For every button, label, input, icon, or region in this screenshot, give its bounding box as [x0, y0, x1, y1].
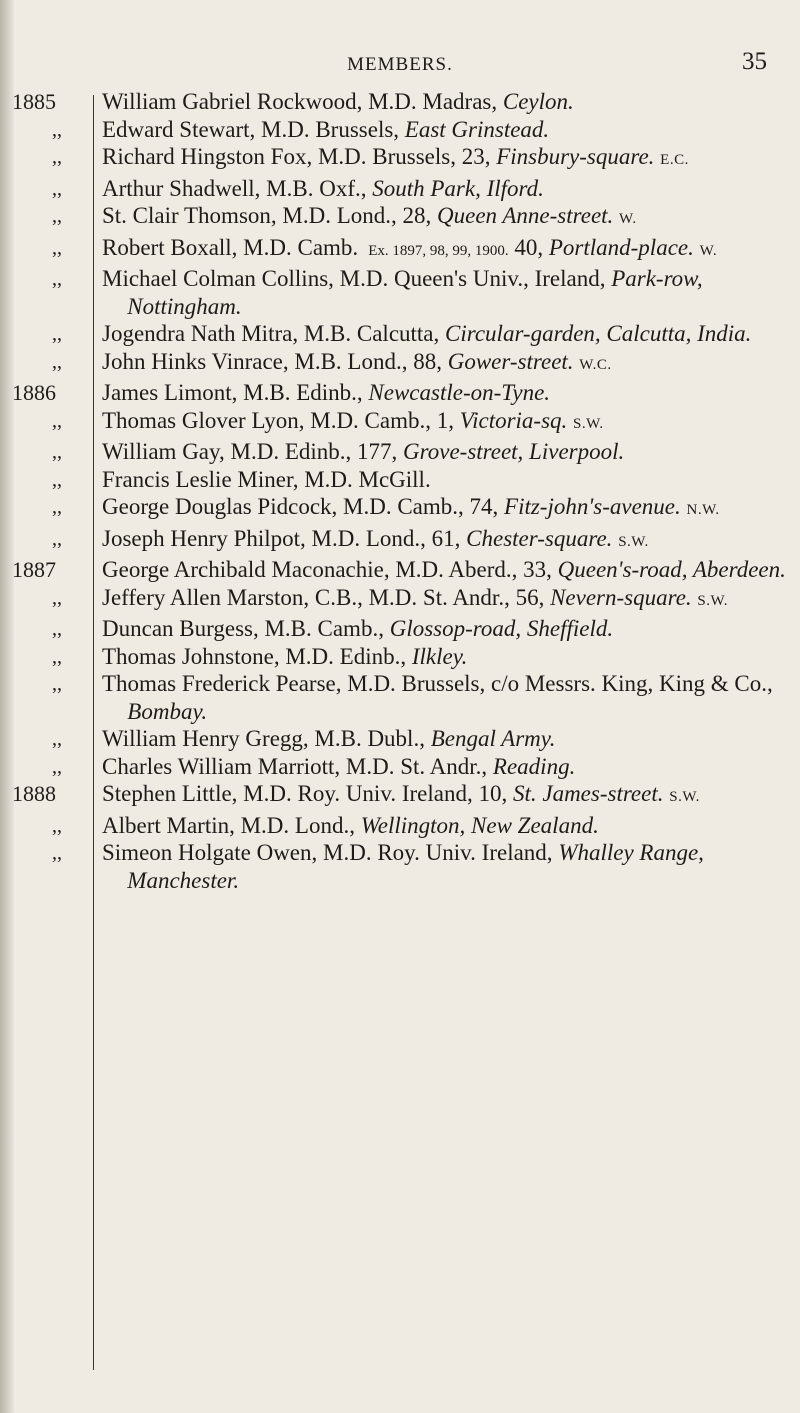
member-details [102, 753, 789, 781]
member-address: Portland-place. [548, 234, 694, 260]
member-details [102, 379, 789, 407]
member-details [102, 407, 789, 439]
member-entry [0, 438, 800, 466]
member-entry [0, 525, 800, 557]
member-entry [0, 175, 800, 203]
election-year: ,, [52, 118, 62, 141]
election-year: ,, [52, 409, 62, 432]
election-year: ,, [52, 842, 62, 864]
member-details [102, 615, 789, 643]
member-details [102, 88, 789, 116]
election-year: ,, [52, 236, 62, 259]
election-year: ,, [52, 755, 62, 778]
member-address: Grove-street, Liverpool. [403, 439, 625, 464]
member-entry [0, 615, 800, 643]
postal-district: W. [699, 242, 718, 259]
election-year: ,, [52, 146, 62, 168]
member-entry [0, 643, 800, 671]
member-name: Francis Leslie Miner, M.D. McGill. [102, 466, 431, 492]
election-year: ,, [52, 673, 62, 695]
running-title: MEMBERS. [347, 54, 453, 75]
member-details [102, 493, 789, 525]
member-details [102, 780, 789, 812]
member-name: William Gabriel Rockwood, M.D. Madras, [102, 89, 498, 114]
member-name: St. Clair Thomson, M.D. Lond., 28, [102, 203, 432, 228]
member-address: St. James-street. [512, 781, 664, 806]
postal-district: N.W. [686, 502, 720, 518]
member-address: Bengal Army. [430, 726, 556, 751]
election-year: ,, [52, 814, 62, 837]
member-details [102, 348, 789, 380]
election-year: ,, [52, 728, 62, 750]
member-address: South Park, Ilford. [372, 175, 544, 201]
member-name: William Henry Gregg, M.B. Dubl., [102, 726, 425, 751]
election-year: 1885 [12, 89, 56, 114]
member-name: Richard Hingston Fox, M.D. Brussels, 23, [102, 144, 491, 169]
election-year: ,, [52, 645, 62, 668]
election-year: ,, [52, 441, 62, 463]
member-name: Simeon Holgate Owen, M.D. Roy. Univ. Ireland, [102, 840, 553, 865]
member-name: Thomas Frederick Pearse, M.D. Brussels, c/o Messrs. King, King & Co., [102, 671, 773, 696]
member-details [102, 265, 789, 320]
postal-district: S.W. [618, 533, 649, 550]
member-entry [0, 812, 800, 840]
member-name: Edward Stewart, M.D. Brussels, [102, 116, 400, 142]
election-year: ,, [52, 350, 62, 373]
member-entry [0, 466, 800, 494]
member-entry [0, 753, 800, 781]
election-year: ,, [52, 177, 62, 200]
member-address: Wellington, New Zealand. [360, 812, 599, 838]
member-address: Victoria-sq. [459, 407, 568, 433]
member-entry [0, 116, 800, 144]
postal-district: W.C. [579, 356, 612, 373]
member-details [102, 584, 789, 616]
member-name: George Archibald Maconachie, M.D. Aberd., 33, [102, 557, 552, 582]
member-entry [0, 88, 800, 116]
election-year: ,, [52, 205, 62, 227]
member-name: Thomas Glover Lyon, M.D. Camb., 1, [102, 407, 454, 433]
member-address: Nevern-square. [550, 584, 692, 610]
member-address: Fitz-john's-avenue. [504, 494, 681, 519]
member-name: James Limont, M.B. Edinb., [102, 380, 363, 405]
member-name: Charles William Marriott, M.D. St. Andr., [102, 753, 488, 779]
member-address: Circular-garden, Calcutta, India. [445, 321, 752, 346]
member-entry [0, 143, 800, 175]
member-details [102, 670, 789, 725]
member-details [102, 234, 789, 266]
member-entry [0, 493, 800, 525]
member-entry [0, 320, 800, 348]
member-name: Stephen Little, M.D. Roy. Univ. Ireland, 10, [102, 781, 508, 806]
member-name: John Hinks Vinrace, M.B. Lond., 88, [102, 348, 442, 374]
member-details [102, 143, 789, 175]
member-details [102, 320, 789, 348]
election-year: ,, [52, 323, 62, 345]
member-details [102, 839, 789, 894]
member-address: Ceylon. [502, 89, 574, 114]
election-year: ,, [52, 586, 62, 609]
member-address: Reading. [492, 753, 576, 779]
postal-district: E.C. [660, 152, 689, 168]
page-header [0, 48, 800, 82]
member-name: Duncan Burgess, M.B. Camb., [102, 616, 384, 641]
election-year: ,, [52, 496, 62, 518]
member-entry [0, 202, 800, 234]
member-address: East Grinstead. [404, 116, 550, 142]
member-name: Robert Boxall, M.D. Camb. [102, 234, 359, 260]
member-entry [0, 407, 800, 439]
member-entry [0, 839, 800, 894]
election-year: 1888 [12, 781, 56, 806]
member-address: Ilkley. [411, 643, 468, 669]
member-details [102, 556, 789, 584]
member-address: Glossop-road, Sheffield. [389, 616, 614, 641]
member-details [102, 175, 789, 203]
member-name: William Gay, M.D. Edinb., 177, [102, 439, 398, 464]
member-details [102, 466, 789, 494]
member-name: Joseph Henry Philpot, M.D. Lond., 61, [102, 525, 461, 551]
member-name: Albert Martin, M.D. Lond., [102, 812, 355, 838]
street-number: 40, [514, 234, 544, 260]
page-number: 35 [742, 48, 767, 75]
member-entry [0, 725, 800, 753]
member-name: Arthur Shadwell, M.B. Oxf., [102, 175, 367, 201]
member-address: Bombay. [127, 698, 208, 724]
postal-district: S.W. [573, 415, 604, 432]
member-name: George Douglas Pidcock, M.D. Camb., 74, [102, 494, 499, 519]
member-address: Queen's-road, Aberdeen. [557, 557, 786, 582]
election-year: 1887 [12, 557, 56, 582]
election-year: ,, [52, 618, 62, 640]
examiner-years: Ex. 1897, 98, 99, 1900. [368, 242, 509, 259]
election-year: ,, [52, 468, 62, 491]
member-name: Jeffery Allen Marston, C.B., M.D. St. Andr., 56, [102, 584, 545, 610]
postal-district: W. [619, 211, 637, 227]
member-name: Thomas Johnstone, M.D. Edinb., [102, 643, 407, 669]
member-address: Queen Anne-street. [437, 203, 614, 228]
postal-district: S.W. [669, 789, 700, 805]
member-address: Chester-square. [466, 525, 613, 551]
member-address: Newcastle-on-Tyne. [368, 380, 551, 405]
member-details [102, 116, 789, 144]
member-details [102, 202, 789, 234]
member-address: Park-row, Nottingham. [127, 266, 703, 319]
member-address: Gower-street. [447, 348, 574, 374]
member-entry [0, 379, 800, 407]
member-details [102, 725, 789, 753]
member-details [102, 643, 789, 671]
member-entry [0, 234, 800, 266]
postal-district: S.W. [697, 592, 729, 609]
member-entry [0, 348, 800, 380]
member-details [102, 812, 789, 840]
member-address: Whalley Range, Manchester. [127, 840, 704, 893]
election-year: 1886 [12, 380, 56, 405]
election-year: ,, [52, 268, 62, 290]
election-year: ,, [52, 527, 62, 550]
member-name: Jogendra Nath Mitra, M.B. Calcutta, [102, 321, 440, 346]
member-details [102, 525, 789, 557]
member-name: Michael Colman Collins, M.D. Queen's Univ., Ireland, [102, 266, 606, 291]
member-details [102, 438, 789, 466]
member-entry [0, 584, 800, 616]
member-entry [0, 670, 800, 725]
member-entry [0, 780, 800, 812]
member-entry [0, 556, 800, 584]
member-address: Finsbury-square. [496, 144, 655, 169]
member-list [0, 88, 800, 894]
member-entry [0, 265, 800, 320]
